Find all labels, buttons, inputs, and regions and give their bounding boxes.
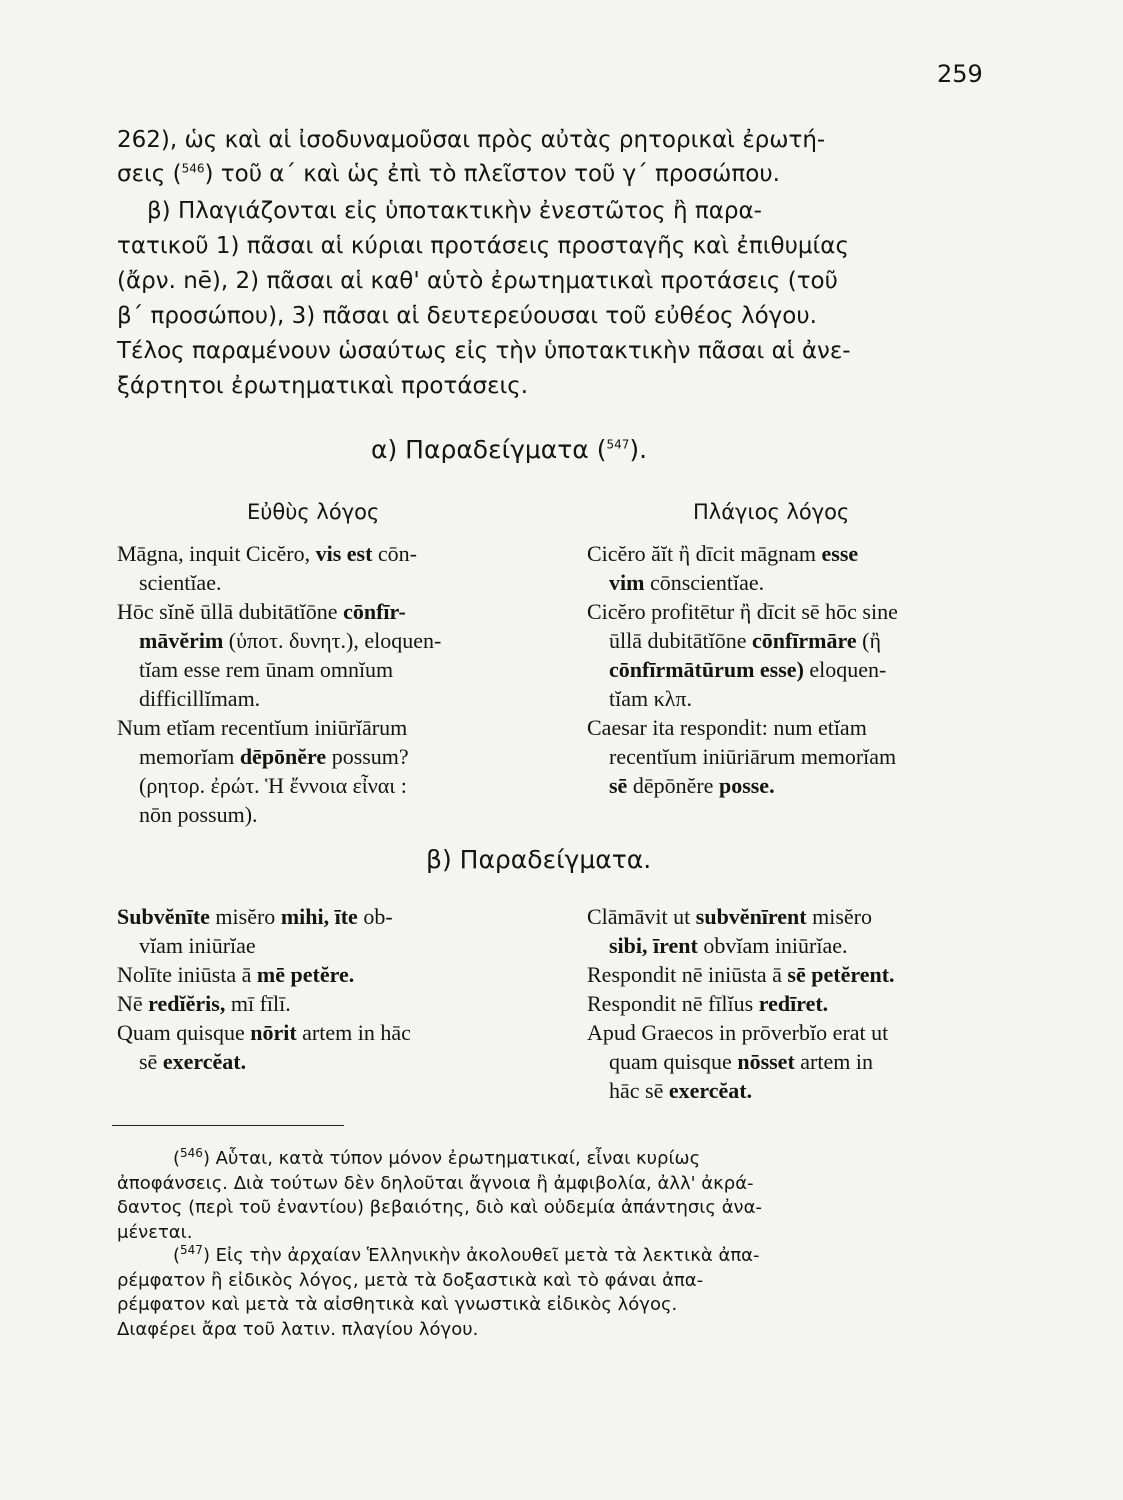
body-line: ξάρτητοι ἐρωτηματικαὶ προτάσεις. [117,373,529,399]
footnote-line: Διαφέρει ἄρα τοῦ λατιν. πλαγίου λόγου. [117,1318,479,1340]
example-line: Cicĕro profitētur ἢ dīcit sē hōc sine [587,599,898,624]
example-line: sibi, īrent obvĭam iniūrĭae. [609,933,848,958]
footnote-line: ($^{546}$) Αὗται, κατὰ τύπον μόνον ἐρωτηματικαί, εἶναι κυρίως [173,1146,701,1169]
example-line: Quam quisque nōrit artem in hāc [117,1020,411,1045]
section-a-title: α) Παραδείγματα ($^{547}$). [371,435,648,464]
example-line: Hōc sĭnĕ ūllā dubitātĭōne cōnfīr- [117,599,406,624]
example-line: Nolīte iniūsta ā mē petĕre. [117,962,355,987]
example-line: (ρητορ. ἐρώτ. Ἡ ἔννοια εἶναι : [139,773,407,798]
left-column-a [117,539,441,829]
example-line: Subvĕnīte misĕro mihi, īte ob- [117,904,393,929]
page-number: 259 [937,60,983,88]
footnote-ref-547: 547 [606,437,630,452]
example-line: difficillĭmam. [139,686,261,711]
body-line: (ἄρν. nē), 2) πᾶσαι αἱ καθ' αὑτὸ ἐρωτηματικαὶ προτάσεις (τοῦ [117,268,838,294]
body-line: 262), ὡς καὶ αἱ ἰσοδυναμοῦσαι πρὸς αὐτὰς ρητορικαὶ ἐρωτή- [117,127,826,153]
example-line: Respondit nē fīlĭus redīret. [587,991,829,1016]
example-line: Māgna, inquit Cicĕro, vis est cōn- [117,541,417,566]
example-line: Clāmāvit ut subvĕnīrent misĕro [587,904,872,929]
example-line: Nē redĭĕris, mī fīlī. [117,991,291,1016]
body-line: β΄ προσώπου), 3) πᾶσαι αἱ δευτερεύουσαι τοῦ εὐθέος λόγου. [117,303,817,329]
body-line: β) Πλαγιάζονται εἰς ὑποτακτικὴν ἐνεστῶτος ἢ παρα- [147,198,762,224]
example-line: nōn possum). [139,802,258,827]
body-line: Τέλος παραμένουν ὡσαύτως εἰς τὴν ὑποτακτικὴν πᾶσαι αἱ ἀνε- [117,338,851,364]
section-b-title: β) Παραδείγματα. [426,845,652,874]
footnote-line: μένεται. [117,1221,193,1243]
example-line: sē dēpōnĕre posse. [609,773,775,798]
example-line: recentĭum iniūriārum memorĭam [609,744,897,769]
example-line: ūllā dubitātĭōne cōnfīrmāre (ἢ [609,628,881,653]
right-column-header: Πλάγιος λόγος [693,500,850,524]
example-line: Apud Graecos in prōverbĭo erat ut [587,1020,889,1045]
example-line: tĭam κλπ. [609,686,692,711]
left-column-header: Εὐθὺς λόγος [247,500,380,524]
example-line: memorĭam dēpōnĕre possum? [139,744,409,769]
footnote-line: ἀποφάνσεις. Διὰ τούτων δὲν δηλοῦται ἄγνοια ἢ ἀμφιβολία, ἀλλ' ἀκρά- [117,1172,754,1194]
example-line: māvĕrim (ὑποτ. δυνητ.), eloquen- [139,628,442,653]
footnote-line: ρέμφατον καὶ μετὰ τὰ αἰσθητικὰ καὶ γνωστικὰ εἰδικὸς λόγος. [117,1294,678,1315]
left-column-b [117,902,411,1076]
example-line: Cicĕro ăĭt ἢ dīcit māgnam esse [587,541,859,566]
right-column-b [587,902,895,1105]
footnote-line: ρέμφατον ἢ εἰδικὸς λόγος, μετὰ τὰ δοξαστικὰ καὶ τὸ φάναι ἀπα- [117,1269,704,1291]
example-line: hāc sē exercĕat. [609,1078,753,1103]
example-line: scientĭae. [139,570,222,595]
example-line: tĭam esse rem ūnam omnĭum [139,657,394,682]
example-line: sē exercĕat. [139,1049,247,1074]
example-line: quam quisque nōsset artem in [609,1049,873,1074]
example-line: Respondit nē iniūsta ā sē petĕrent. [587,962,895,987]
footnote-line: δαντος (περὶ τοῦ ἐναντίου) βεβαιότης, διὸ καὶ οὐδεμία ἀπάντησις ἀνα- [117,1197,762,1218]
body-line: τατικοῦ 1) πᾶσαι αἱ κύριαι προτάσεις προσταγῆς καὶ ἐπιθυμίας [117,233,849,259]
footnote-divider [112,1125,344,1126]
example-line: Caesar ita respondit: num etĭam [587,715,867,740]
footnote-line: ($^{547}$) Εἰς τὴν ἀρχαίαν Ἑλληνικὴν ἀκολουθεῖ μετὰ τὰ λεκτικὰ ἀπα- [173,1243,760,1266]
footnote-546 [117,1147,997,1245]
example-line: cōnfīrmātūrum esse) eloquen- [609,657,887,682]
example-line: vĭam iniūrĭae [139,933,256,958]
footnote-547 [117,1244,997,1342]
footnote-ref-546: 546 [181,161,205,176]
example-line: vim cōnscientĭae. [609,570,765,595]
example-line: Num etĭam recentĭum iniūrĭārum [117,715,408,740]
body-line: σεις ($^{546}$) τοῦ α΄ καὶ ὡς ἐπὶ τὸ πλεῖστον τοῦ γ΄ προσώπου. [117,161,780,187]
right-column-a [587,539,898,800]
